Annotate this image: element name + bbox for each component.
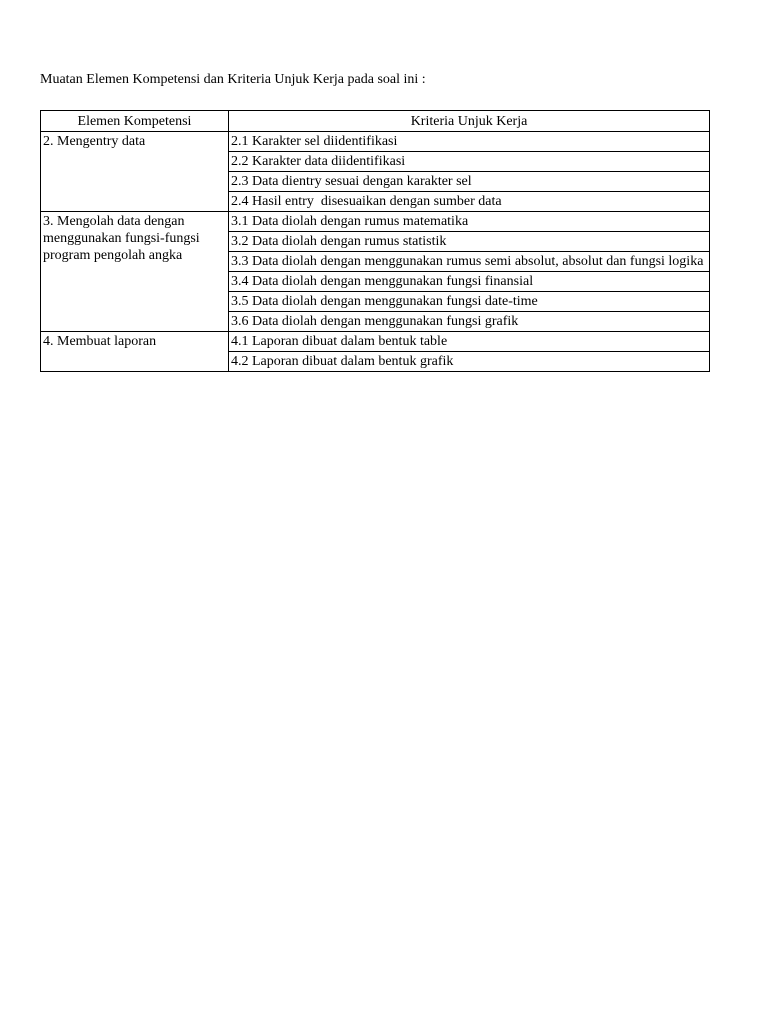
intro-text: Muatan Elemen Kompetensi dan Kriteria Unjuk Kerja pada soal ini : xyxy=(40,72,426,87)
kriteria-cell: 4.1 Laporan dibuat dalam bentuk table xyxy=(229,332,710,352)
kriteria-cell: 2.4 Hasil entry disesuaikan dengan sumber data xyxy=(229,192,710,212)
table-row xyxy=(41,132,710,152)
header-kriteria-unjuk-kerja: Kriteria Unjuk Kerja xyxy=(229,111,710,132)
kriteria-cell: 2.2 Karakter data diidentifikasi xyxy=(229,152,710,172)
kriteria-cell: 3.2 Data diolah dengan rumus statistik xyxy=(229,232,710,252)
competency-table xyxy=(40,110,710,372)
kriteria-cell: 4.2 Laporan dibuat dalam bentuk grafik xyxy=(229,352,710,372)
kriteria-cell: 3.5 Data diolah dengan menggunakan fungsi date-time xyxy=(229,292,710,312)
table-header-row xyxy=(41,111,710,132)
table-row xyxy=(41,212,710,232)
kriteria-cell: 3.4 Data diolah dengan menggunakan fungsi finansial xyxy=(229,272,710,292)
kriteria-cell: 3.1 Data diolah dengan rumus matematika xyxy=(229,212,710,232)
kriteria-cell: 2.1 Karakter sel diidentifikasi xyxy=(229,132,710,152)
kriteria-cell: 3.3 Data diolah dengan menggunakan rumus semi absolut, absolut dan fungsi logika xyxy=(229,252,710,272)
table-row xyxy=(41,332,710,352)
elemen-cell: 4. Membuat laporan xyxy=(41,332,229,372)
elemen-cell: 2. Mengentry data xyxy=(41,132,229,212)
kriteria-cell: 2.3 Data dientry sesuai dengan karakter sel xyxy=(229,172,710,192)
kriteria-cell: 3.6 Data diolah dengan menggunakan fungsi grafik xyxy=(229,312,710,332)
header-elemen-kompetensi: Elemen Kompetensi xyxy=(41,111,229,132)
elemen-cell: 3. Mengolah data dengan menggunakan fungsi-fungsi program pengolah angka xyxy=(41,212,229,332)
